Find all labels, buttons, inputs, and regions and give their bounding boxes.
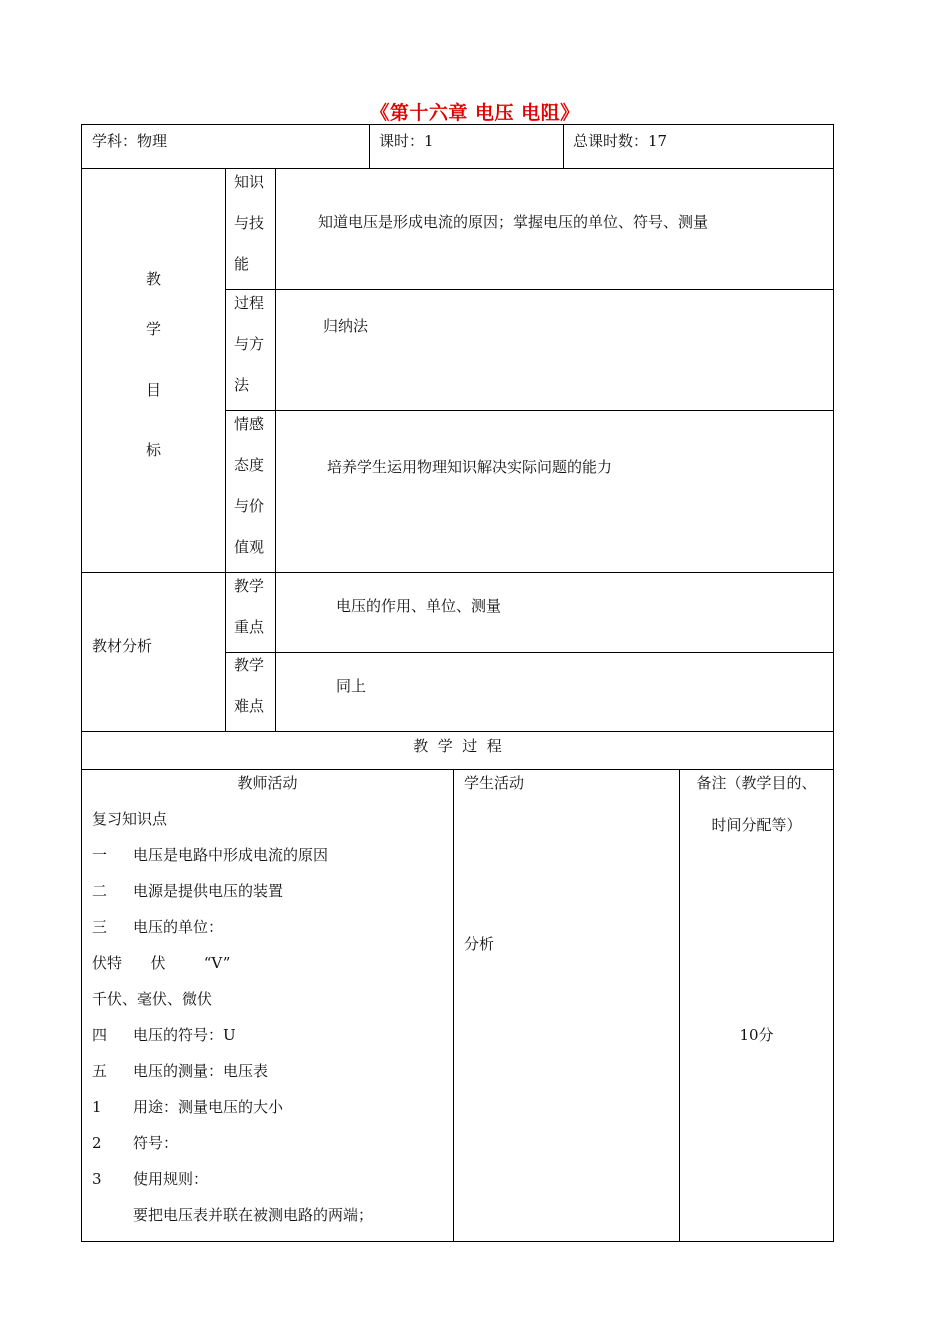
teacher-line: 使用规则： (133, 1170, 209, 1188)
teacher-line-number: 三 (92, 918, 108, 936)
time-allocation: 10分 (739, 1026, 774, 1044)
student-activity-content: 分析 (464, 935, 495, 953)
teacher-line-number: 2 (92, 1134, 102, 1152)
teacher-line-number: 3 (92, 1170, 102, 1188)
process-method-label: 法 (234, 376, 250, 394)
process-heading: 教 学 过 程 (413, 737, 502, 755)
teacher-line: 复习知识点 (92, 810, 168, 828)
teacher-line-number: 1 (92, 1098, 102, 1116)
process-method-label: 与方 (234, 335, 265, 353)
document-title: 《第十六章 电压 电阻》 (370, 102, 580, 124)
emotion-value-label: 态度 (234, 456, 265, 474)
student-activity-header: 学生活动 (464, 774, 525, 792)
key-point-content: 电压的作用、单位、测量 (336, 597, 502, 615)
note-header: 时间分配等） (711, 816, 802, 834)
teacher-line: 电压的符号：U (133, 1026, 236, 1044)
objectives-label-char: 教 (146, 270, 162, 288)
objectives-label-char: 目 (146, 381, 162, 399)
teacher-line: 电压的单位： (133, 918, 224, 936)
teacher-activity-header: 教师活动 (237, 774, 298, 792)
subject-cell: 学科：物理 (92, 132, 168, 150)
teacher-line: 符号： (133, 1134, 179, 1152)
teacher-line: 千伏、毫伏、微伏 (92, 990, 213, 1008)
teacher-line: 用途：测量电压的大小 (133, 1098, 284, 1116)
analysis-label: 教材分析 (92, 637, 153, 655)
teacher-line: 电压是电路中形成电流的原因 (133, 846, 329, 864)
key-point-label: 教学 (234, 577, 265, 595)
process-method-label: 过程 (234, 294, 265, 312)
knowledge-skill-content: 知道电压是形成电流的原因；掌握电压的单位、符号、测量 (318, 213, 709, 231)
key-point-label: 重点 (234, 618, 265, 636)
difficulty-label: 难点 (234, 697, 265, 715)
objectives-label-char: 标 (146, 441, 162, 459)
process-method-content: 归纳法 (323, 317, 369, 335)
teacher-line-number: 二 (92, 882, 108, 900)
emotion-value-label: 值观 (234, 538, 265, 556)
knowledge-skill-label: 能 (234, 255, 250, 273)
emotion-value-label: 情感 (234, 415, 265, 433)
teacher-line-number: 五 (92, 1062, 108, 1080)
teacher-line-number: 四 (92, 1026, 108, 1044)
emotion-value-label: 与价 (234, 497, 265, 515)
knowledge-skill-label: 知识 (234, 173, 265, 191)
lesson-hours-cell: 课时：1 (379, 132, 434, 150)
difficulty-label: 教学 (234, 656, 265, 674)
total-hours-cell: 总课时数：17 (573, 132, 668, 150)
teacher-line: 电源是提供电压的装置 (133, 882, 284, 900)
objectives-label-char: 学 (146, 320, 162, 338)
difficulty-content: 同上 (336, 677, 367, 695)
emotion-value-content: 培养学生运用物理知识解决实际问题的能力 (327, 458, 613, 476)
teacher-line-number: 一 (92, 846, 108, 864)
note-header: 备注（教学目的、 (696, 774, 817, 792)
teacher-line: 电压的测量：电压表 (133, 1062, 269, 1080)
teacher-line: 要把电压表并联在被测电路的两端； (133, 1206, 374, 1224)
knowledge-skill-label: 与技 (234, 214, 265, 232)
teacher-line: 伏特 伏 “V” (92, 954, 231, 972)
